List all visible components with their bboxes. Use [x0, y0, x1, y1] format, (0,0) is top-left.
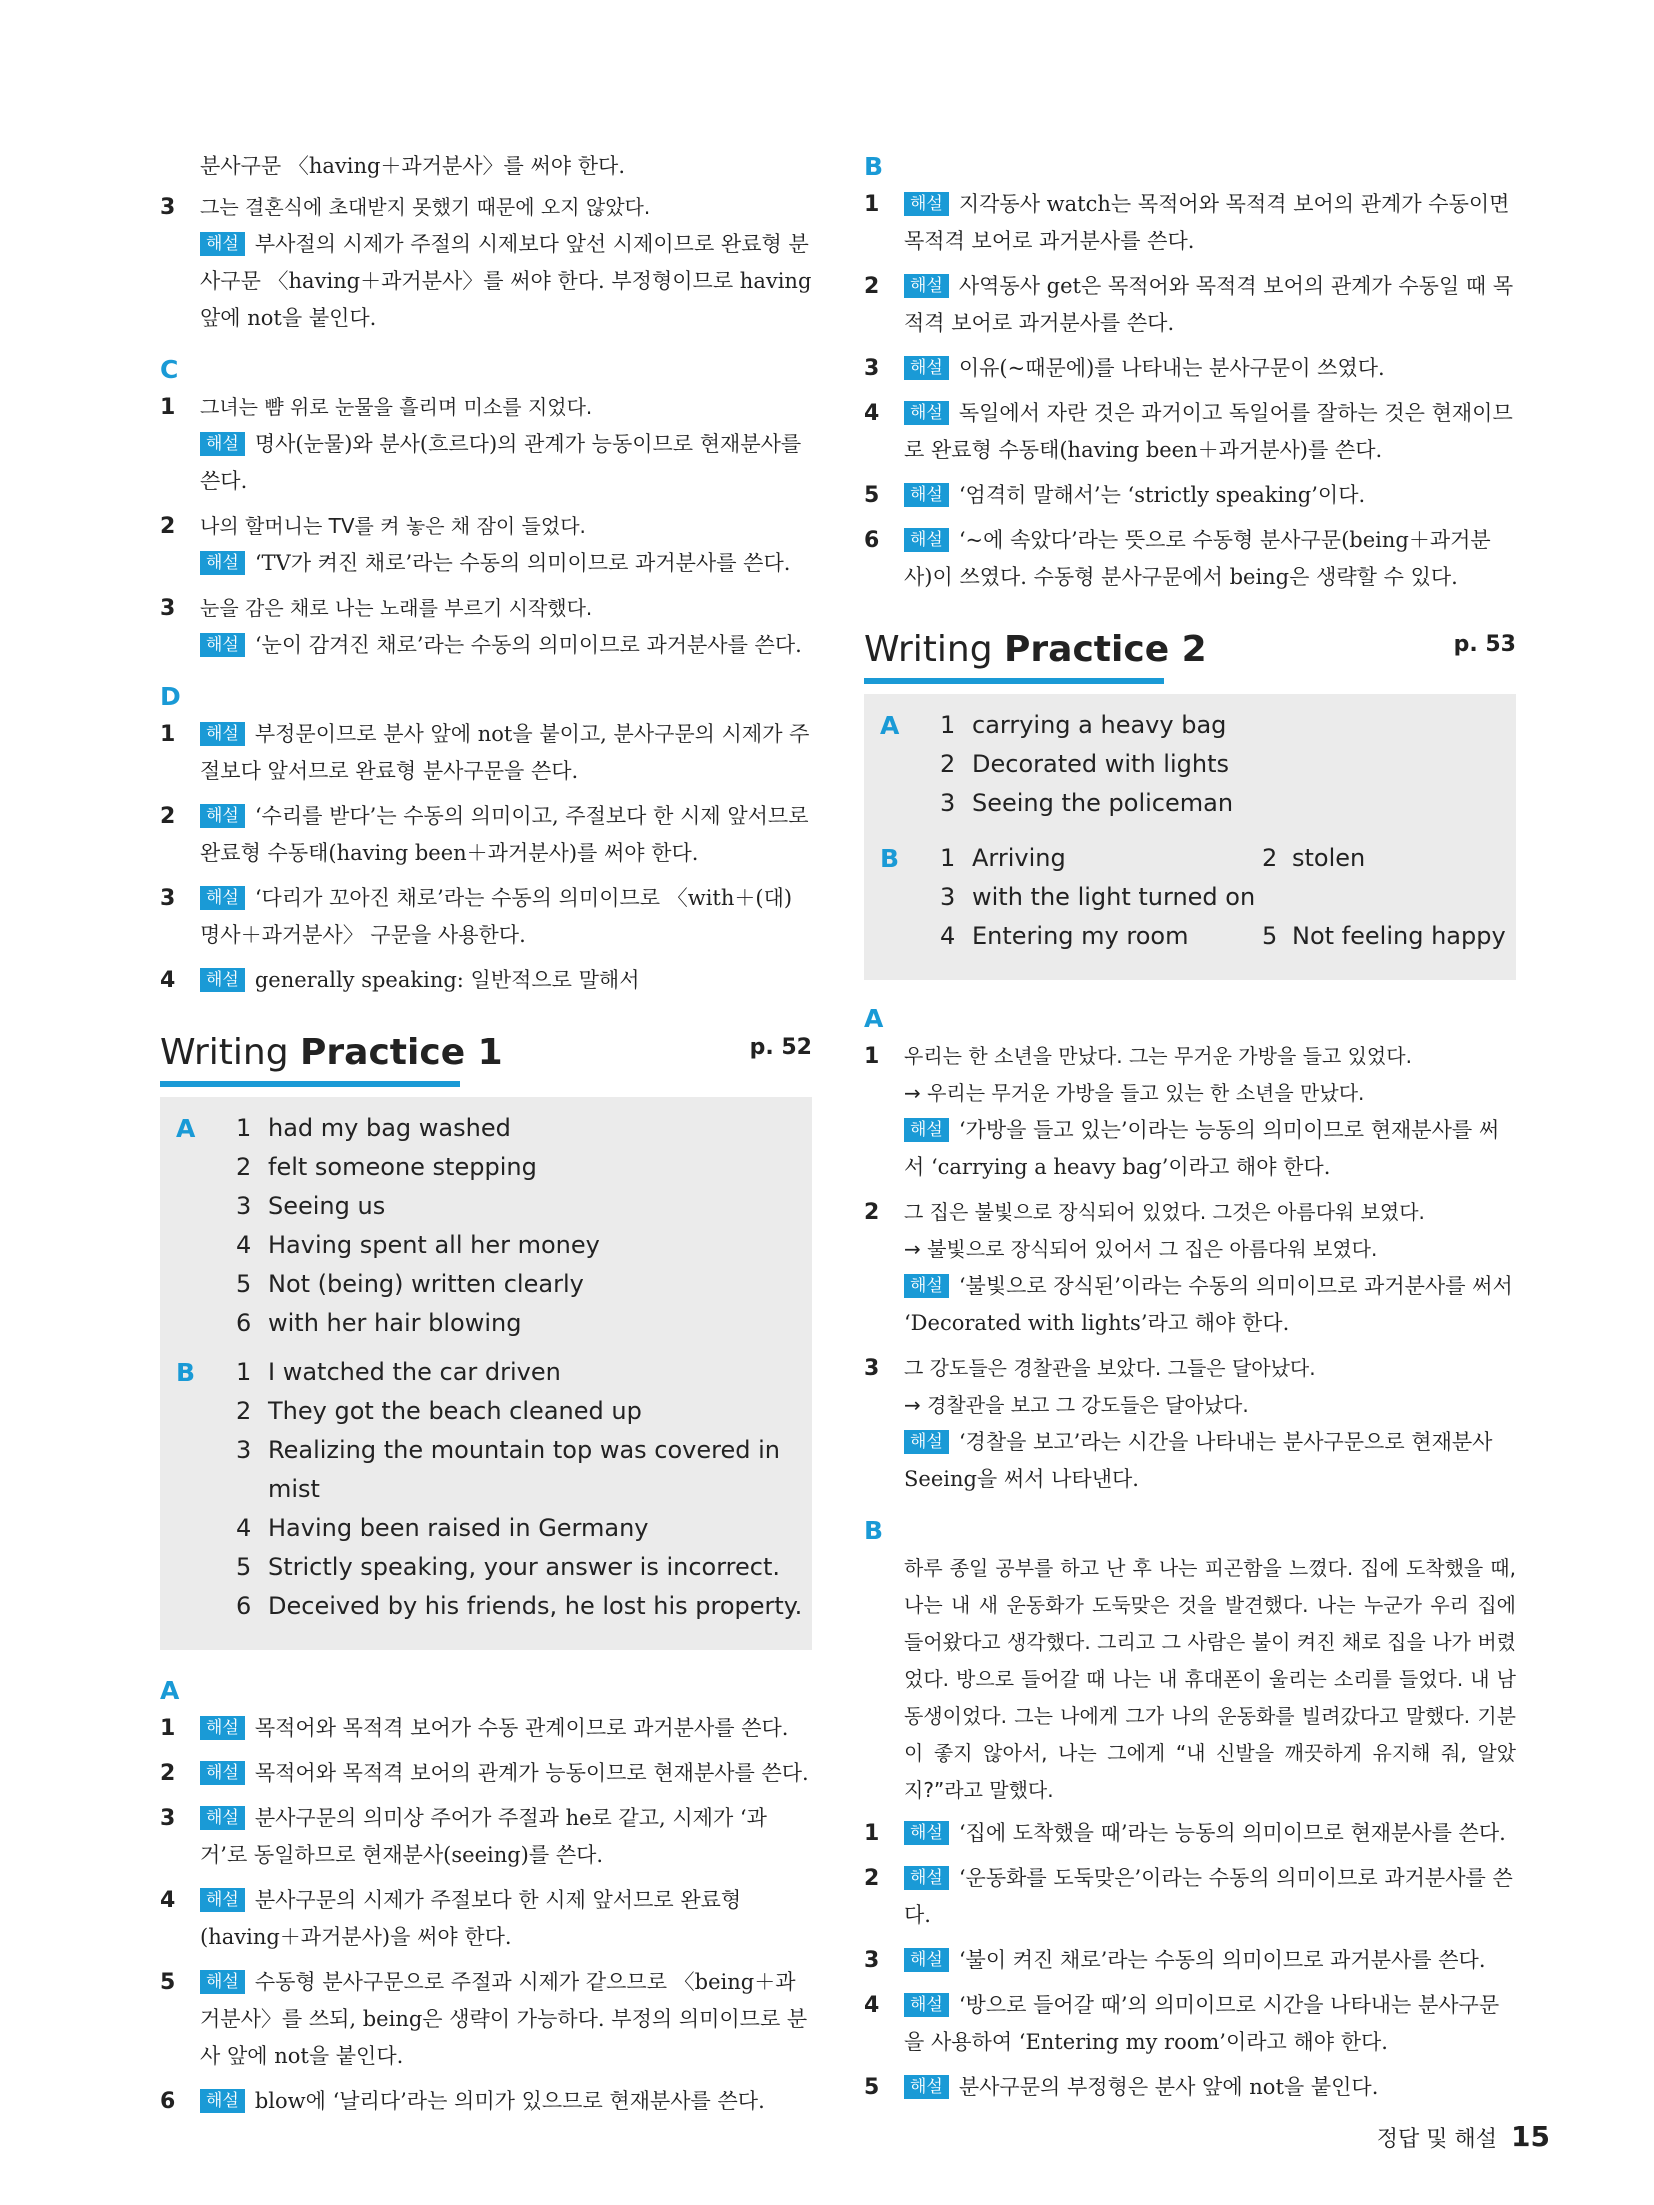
page-number: 15 [1511, 2120, 1550, 2153]
answer-number: 2 [236, 1397, 252, 1425]
explanation-text: ‘TV가 켜진 채로’라는 수동의 의미이므로 과거분사를 쓴다. [254, 551, 791, 575]
explanation-tag: 해설 [904, 2075, 949, 2099]
korean-sentence: 우리는 한 소년을 만났다. 그는 무거운 가방을 들고 있었다. [904, 1044, 1412, 1068]
explanation-text: 목적어와 목적격 보어의 관계가 능동이므로 현재분사를 쓴다. [254, 1761, 809, 1785]
explanation-text: ‘방으로 들어갈 때’의 의미이므로 시간을 나타내는 분사구문을 사용하여 ‘Entering my room’이라고 해야 한다. [904, 1993, 1500, 2054]
explanation-text: 사역동사 get은 목적어와 목적격 보어의 관계가 수동일 때 목적격 보어로 과거분사를 쓴다. [904, 274, 1514, 335]
section-letter-a: A [864, 1004, 884, 1033]
answer-row [940, 878, 1516, 917]
answer-text: with her hair blowing [268, 1309, 522, 1337]
explanation-tag: 해설 [200, 1761, 245, 1785]
explanation-tag: 해설 [904, 274, 949, 298]
item-number: 2 [864, 274, 880, 299]
continued-explanation: 분사구문 〈having＋과거분사〉를 써야 한다. [200, 154, 626, 178]
explanation-text: 이유(~때문에)를 나타내는 분사구문이 쓰였다. [958, 356, 1385, 380]
explanation-text: 지각동사 watch는 목적어와 목적격 보어의 관계가 수동이면 목적격 보어로 과거분사를 쓴다. [904, 192, 1510, 253]
answer-text: Strictly speaking, your answer is incorrect. [268, 1553, 781, 1581]
explanation-text: 분사구문의 부정형은 분사 앞에 not을 붙인다. [958, 2075, 1379, 2099]
left-column [160, 148, 812, 2128]
explanation-tag: 해설 [904, 356, 949, 380]
item-number: 2 [160, 804, 176, 829]
explanation-text: 부정문이므로 분사 앞에 not을 붙이고, 분사구문의 시제가 주절보다 앞서므로 완료형 분사구문을 쓴다. [200, 722, 810, 783]
answer-number: 3 [940, 789, 956, 817]
explanation-text: 분사구문의 의미상 주어가 주절과 he로 같고, 시제가 ‘과거’로 동일하므로 현재분사(seeing)를 쓴다. [200, 1806, 767, 1867]
list-item [864, 350, 1516, 387]
answer-number: 4 [236, 1514, 252, 1542]
answer-text: Not (being) written clearly [268, 1270, 584, 1298]
item-number: 3 [864, 356, 880, 381]
item-number: 3 [160, 1806, 176, 1831]
list-item [864, 186, 1516, 260]
list-item [160, 798, 812, 872]
explanation-tag: 해설 [904, 1866, 949, 1890]
explanation-text: ‘불이 켜진 채로’라는 수동의 의미이므로 과거분사를 쓴다. [958, 1948, 1486, 1972]
explanation-tag: 해설 [904, 1274, 949, 1298]
item-number: 2 [864, 1200, 880, 1225]
answer-number: 5 [1262, 922, 1278, 950]
passage-translation: 하루 종일 공부를 하고 난 후 나는 피곤함을 느꼈다. 집에 도착했을 때, 나는 내 새 운동화가 도둑맞은 것을 발견했다. 나는 누군가 우리 집에 들어왔다고 생각했다. 그리고 그 사람은 불이 켜진 채로 집을 나가 버렸었다. 방으로 들어갈 때 나는 내 휴대폰이 울리는 소리를 들었다. 내 남동생이었다. 그는 나에게 그가 나의 운동화를 빌려갔다고 말했다. 기분이 좋지 않아서, 나는 그에게 “내 신발을 깨끗하게 유지해 줘, 알았지?”라고 말했다. [904, 1556, 1516, 1802]
korean-sentence: 그 집은 불빛으로 장식되어 있었다. 그것은 아름다워 보였다. [904, 1200, 1425, 1224]
list-item [160, 1882, 812, 1956]
box-letter-b: B [176, 1358, 196, 1387]
answer-row [236, 1148, 812, 1187]
answer-box [160, 1097, 812, 1650]
item-number: 6 [864, 528, 880, 553]
explanation-tag: 해설 [904, 1993, 949, 2017]
list-item [864, 1815, 1516, 1852]
section-letter-a: A [160, 1676, 180, 1705]
section-letter-b: B [864, 1516, 884, 1545]
page-footer [1377, 2120, 1550, 2153]
combined-sentence: → 우리는 무거운 가방을 들고 있는 한 소년을 만났다. [904, 1081, 1365, 1105]
item-number: 3 [864, 1356, 880, 1381]
list-item [160, 716, 812, 790]
explanation-text: 명사(눈물)와 분사(흐르다)의 관계가 능동이므로 현재분사를 쓴다. [200, 432, 802, 493]
explanation-text: ‘다리가 꼬아진 채로’라는 수동의 의미이므로 〈with＋(대)명사＋과거분사〉 구문을 사용한다. [200, 886, 793, 947]
answer-text: carrying a heavy bag [972, 711, 1227, 739]
answer-row [236, 1587, 812, 1626]
item-number: 1 [160, 722, 176, 747]
list-item [160, 1964, 812, 2075]
list-item [160, 1755, 812, 1792]
answer-text: stolen [1292, 844, 1366, 872]
answer-text: Decorated with lights [972, 750, 1229, 778]
explanation-tag: 해설 [200, 1888, 245, 1912]
answer-row [236, 1353, 812, 1392]
list-item [864, 1038, 1516, 1186]
page-reference: p. 53 [1453, 632, 1516, 657]
explanation-tag: 해설 [904, 1948, 949, 1972]
answer-row [236, 1226, 812, 1265]
list-item [864, 1350, 1516, 1498]
answer-text: Arriving [972, 844, 1066, 872]
list-item [864, 477, 1516, 514]
answer-number: 3 [236, 1192, 252, 1220]
explanation-tag: 해설 [200, 1716, 245, 1740]
answer-number [1262, 878, 1292, 917]
explanation-tag: 해설 [200, 1970, 245, 1994]
list-item [160, 1710, 812, 1747]
answer-number: 1 [236, 1114, 252, 1142]
explanation-text: ‘가방을 들고 있는’이라는 능동의 의미이므로 현재분사를 써서 ‘carrying a heavy bag’이라고 해야 한다. [904, 1118, 1500, 1179]
heading-light: Writing [160, 1032, 289, 1073]
explanation-tag: 해설 [200, 633, 245, 657]
heading-bold: Practice 2 [1004, 629, 1207, 670]
section-d-list [160, 716, 812, 999]
list-item [864, 395, 1516, 469]
explanation-tag: 해설 [200, 968, 245, 992]
item-number: 3 [160, 195, 176, 220]
korean-sentence: 그녀는 뺨 위로 눈물을 흘리며 미소를 지었다. [200, 395, 593, 419]
answer-row [236, 1548, 812, 1587]
list-item [864, 1194, 1516, 1342]
answer-row [940, 839, 1516, 878]
answer-number: 3 [236, 1436, 252, 1464]
answer-number: 1 [236, 1358, 252, 1386]
answer-row [236, 1392, 812, 1431]
korean-sentence: 나의 할머니는 TV를 켜 놓은 채 잠이 들었다. [200, 514, 586, 538]
item-number: 1 [160, 395, 176, 420]
section-c-list [160, 389, 812, 664]
list-item [864, 1987, 1516, 2061]
korean-sentence: 눈을 감은 채로 나는 노래를 부르기 시작했다. [200, 596, 593, 620]
list-item [864, 1860, 1516, 1934]
box-letter-b: B [880, 844, 900, 873]
explanation-tag: 해설 [200, 1806, 245, 1830]
answer-text: with the light turned on [972, 883, 1256, 911]
answer-text: had my bag washed [268, 1114, 511, 1142]
answer-row [940, 917, 1516, 956]
answer-text: Having been raised in Germany [268, 1514, 649, 1542]
explanation-text: ‘엄격히 말해서’는 ‘strictly speaking’이다. [958, 483, 1366, 507]
answer-box [864, 694, 1516, 980]
explanation-tag: 해설 [904, 1821, 949, 1845]
answer-row [236, 1187, 812, 1226]
answer-number: 3 [940, 883, 956, 911]
explanation-tag: 해설 [904, 1118, 949, 1142]
explanation-text: ‘수리를 받다’는 수동의 의미이고, 주절보다 한 시제 앞서므로 완료형 수동태(having been＋과거분사)를 써야 한다. [200, 804, 809, 865]
answer-row [236, 1109, 812, 1148]
list-item [160, 962, 812, 999]
explanation-tag: 해설 [904, 483, 949, 507]
explanation-text: ‘~에 속았다’라는 뜻으로 수동형 분사구문(being＋과거분사)이 쓰였다. 수동형 분사구문에서 being은 생략할 수 있다. [904, 528, 1491, 589]
explanation-text: 부사절의 시제가 주절의 시제보다 앞선 시제이므로 완료형 분사구문 〈having＋과거분사〉를 써야 한다. 부정형이므로 having 앞에 not을 붙인다. [200, 232, 812, 330]
explanation-tag: 해설 [200, 722, 245, 746]
item-number: 4 [160, 968, 176, 993]
answer-text: felt someone stepping [268, 1153, 537, 1181]
item-number: 4 [160, 1888, 176, 1913]
answer-row [236, 1509, 812, 1548]
answer-row [236, 1431, 812, 1509]
item-number: 1 [160, 1716, 176, 1741]
list-item [160, 2083, 812, 2120]
writing-practice-1-heading [160, 1025, 812, 1087]
combined-sentence: → 불빛으로 장식되어 있어서 그 집은 아름다워 보였다. [904, 1237, 1378, 1261]
list-item [864, 522, 1516, 596]
answer-number: 5 [236, 1553, 252, 1581]
list-item [160, 590, 812, 664]
right-column [864, 148, 1516, 2114]
list-item [864, 2069, 1516, 2106]
item-number: 4 [864, 1993, 880, 2018]
explanation-text: blow에 ‘날리다’라는 의미가 있으므로 현재분사를 쓴다. [254, 2089, 765, 2113]
list-item [864, 1942, 1516, 1979]
explanation-tag: 해설 [200, 232, 245, 256]
explanation-text: 수동형 분사구문으로 주절과 시제가 같으므로 〈being＋과거분사〉를 쓰되, being은 생략이 가능하다. 부정의 의미이므로 분사 앞에 not을 붙인다. [200, 1970, 808, 2068]
answer-number: 4 [236, 1231, 252, 1259]
item-number: 2 [864, 1866, 880, 1891]
explanation-tag: 해설 [904, 401, 949, 425]
list-item [160, 508, 812, 582]
answer-number: 2 [236, 1153, 252, 1181]
answer-number: 6 [236, 1592, 252, 1620]
explanation-text: 독일에서 자란 것은 과거이고 독일어를 잘하는 것은 현재이므로 완료형 수동태(having been＋과거분사)를 쓴다. [904, 401, 1513, 462]
list-item [864, 268, 1516, 342]
item-number: 1 [864, 1044, 880, 1069]
explanation-text: ‘눈이 감겨진 채로’라는 수동의 의미이므로 과거분사를 쓴다. [254, 633, 802, 657]
heading-bold: Practice 1 [300, 1032, 503, 1073]
explanation-tag: 해설 [200, 432, 245, 456]
explanation-text: ‘집에 도착했을 때’라는 능동의 의미이므로 현재분사를 쓴다. [958, 1821, 1506, 1845]
answer-text: Realizing the mountain top was covered in mist [268, 1436, 780, 1503]
writing-practice-2-heading [864, 622, 1516, 684]
wp1-section-a-list [160, 1710, 812, 2120]
item-number: 5 [864, 2075, 880, 2100]
explanation-tag: 해설 [200, 2089, 245, 2113]
answer-row [940, 745, 1516, 784]
answer-text: Having spent all her money [268, 1231, 600, 1259]
answer-text: I watched the car driven [268, 1358, 561, 1386]
section-b-list [864, 186, 1516, 596]
answer-text: They got the beach cleaned up [268, 1397, 642, 1425]
list-item [160, 389, 812, 500]
answer-text: Seeing the policeman [972, 789, 1234, 817]
answer-number: 4 [940, 922, 956, 950]
answer-number: 1 [940, 711, 956, 739]
explanation-tag: 해설 [200, 551, 245, 575]
korean-sentence: 그는 결혼식에 초대받지 못했기 때문에 오지 않았다. [200, 195, 651, 219]
combined-sentence: → 경찰관을 보고 그 강도들은 달아났다. [904, 1393, 1249, 1417]
wp2-section-a-list [864, 1038, 1516, 1498]
explanation-tag: 해설 [200, 804, 245, 828]
answer-number: 2 [940, 750, 956, 778]
answer-text: Not feeling happy [1292, 922, 1506, 950]
item-number: 3 [864, 1948, 880, 1973]
explanation-tag: 해설 [904, 1430, 949, 1454]
list-item [160, 880, 812, 954]
answer-number: 6 [236, 1309, 252, 1337]
item-number: 3 [160, 886, 176, 911]
answer-number: 2 [1262, 844, 1278, 872]
explanation-text: ‘운동화를 도둑맞은’이라는 수동의 의미이므로 과거분사를 쓴다. [904, 1866, 1513, 1927]
explanation-text: 분사구문의 시제가 주절보다 한 시제 앞서므로 완료형 (having＋과거분사)을 써야 한다. [200, 1888, 742, 1949]
item-number: 1 [864, 1821, 880, 1846]
explanation-text: ‘경찰을 보고’라는 시간을 나타내는 분사구문으로 현재분사 Seeing을 써서 나타낸다. [904, 1430, 1493, 1491]
page-reference: p. 52 [749, 1035, 812, 1060]
box-letter-a: A [176, 1114, 196, 1143]
answer-text: Deceived by his friends, he lost his property. [268, 1592, 803, 1620]
footer-label: 정답 및 해설 [1376, 2127, 1498, 2152]
section-letter-c: C [160, 355, 179, 384]
explanation-tag: 해설 [904, 528, 949, 552]
section-letter-b: B [864, 152, 884, 181]
explanation-tag: 해설 [200, 886, 245, 910]
item-number: 4 [864, 401, 880, 426]
korean-sentence: 그 강도들은 경찰관을 보았다. 그들은 달아났다. [904, 1356, 1316, 1380]
explanation-text: ‘불빛으로 장식된’이라는 수동의 의미이므로 과거분사를 써서 ‘Decorated with lights’라고 해야 한다. [904, 1274, 1513, 1335]
wp2-section-b-list [864, 1815, 1516, 2106]
item-number: 3 [160, 596, 176, 621]
item-number: 6 [160, 2089, 176, 2114]
answer-row [940, 784, 1516, 823]
answer-row [236, 1304, 812, 1343]
section-letter-d: D [160, 682, 181, 711]
explanation-text: 목적어와 목적격 보어가 수동 관계이므로 과거분사를 쓴다. [254, 1716, 789, 1740]
item-number: 5 [160, 1970, 176, 1995]
item-number: 2 [160, 1761, 176, 1786]
item-number: 1 [864, 192, 880, 217]
item-number: 2 [160, 514, 176, 539]
answer-text: Seeing us [268, 1192, 386, 1220]
answer-row [236, 1265, 812, 1304]
answer-number: 5 [236, 1270, 252, 1298]
list-item [160, 189, 812, 337]
explanation-tag: 해설 [904, 192, 949, 216]
answer-text: Entering my room [972, 922, 1189, 950]
heading-light: Writing [864, 629, 993, 670]
list-item [160, 1800, 812, 1874]
explanation-text: generally speaking: 일반적으로 말해서 [254, 968, 640, 992]
answer-row [940, 706, 1516, 745]
answer-number: 1 [940, 844, 956, 872]
item-number: 5 [864, 483, 880, 508]
box-letter-a: A [880, 711, 900, 740]
